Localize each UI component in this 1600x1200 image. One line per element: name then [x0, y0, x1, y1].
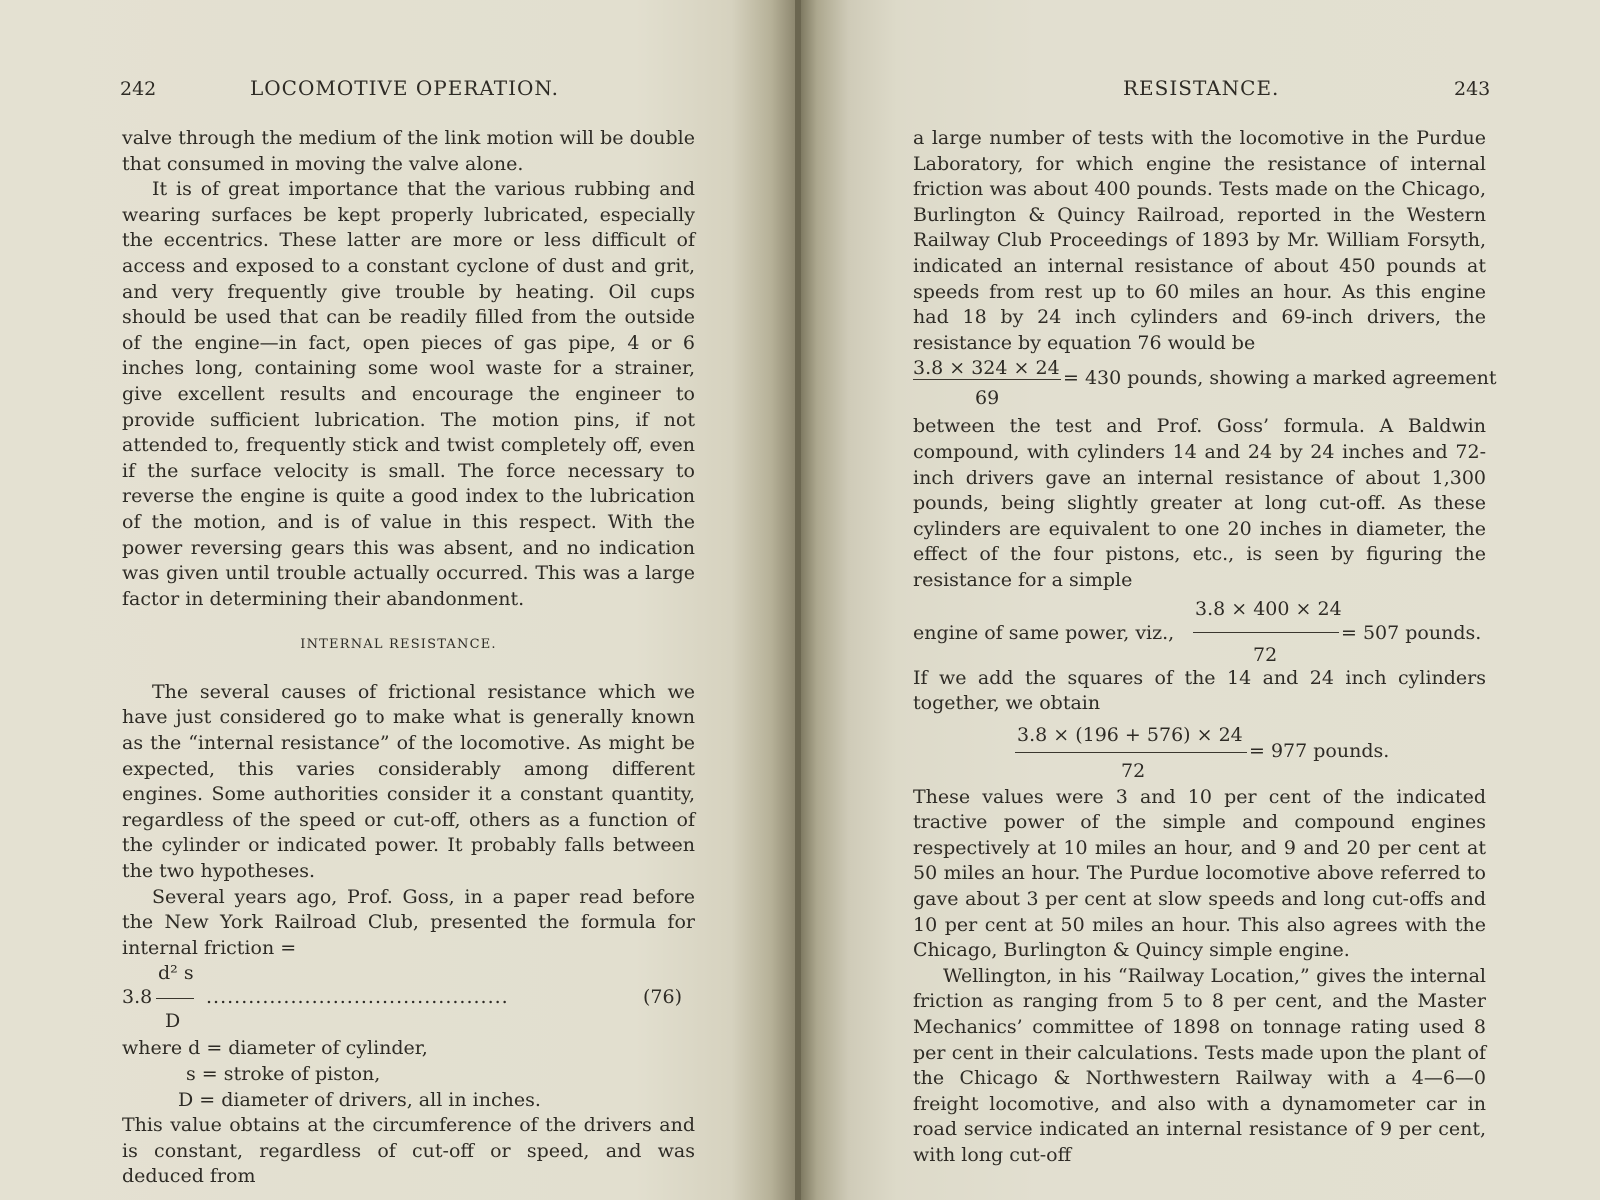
formula-coefficient: 3.8 [122, 986, 153, 1009]
section-heading: INTERNAL RESISTANCE. [300, 637, 497, 653]
running-head: RESISTANCE. [1123, 76, 1280, 100]
running-head: LOCOMOTIVE OPERATION. [250, 76, 559, 100]
formula-denominator: D [165, 1010, 181, 1033]
formula-76 [122, 961, 695, 1036]
equation-2 [913, 594, 1486, 666]
paragraph: It is of great importance that the various rubbing and wearing surfaces be kept properly lubricated, especially the eccentrics. These latter are more or less difficult of access and exposed to a constant cyclone of dust and grit, and very frequently give trouble by heating. Oil cups should be used that can be readily filled from the outside of the engine—in fact, open pieces of gas pipe, 4 or 6 inches long, containing some wool waste for a strainer, give excellent results and encourage the engineer to provide sufficient lubrication. The motion pins, if not attended to, frequently stick and twist completely off, even if the surface velocity is small. The force necessary to reverse the engine is quite a good index to the lubrication of the motion, and is of value in this respect. With the power reversing gears this was absent, and no indication was given until trouble actually occurred. This was a large factor in determining their abandonment. [122, 178, 695, 610]
eq-denominator: 72 [1253, 643, 1278, 666]
paragraph: This value obtains at the circumference of the drivers and is constant, regardless of cut-off or speed, and was deduced from [122, 1114, 695, 1188]
definition-line: D = diameter of drivers, all in inches. [178, 1088, 541, 1111]
equation-number: (76) [643, 986, 683, 1009]
eq-denominator: 69 [975, 387, 1000, 410]
equation-3 [913, 717, 1486, 785]
formula-numerator: d² s [158, 962, 194, 985]
fraction-bar [156, 998, 194, 999]
equation-1 [913, 356, 1497, 414]
paragraph: The several causes of frictional resistance which we have just considered go to make what is generally known as the “internal resistance” of the locomotive. As might be expected, this varies considerably among different engines. Some authorities consider it a constant quantity, regardless of the speed or cut-off, others as a function of the cylinder or indicated power. It probably falls between the two hypotheses. [122, 680, 695, 883]
page-number: 243 [1454, 78, 1491, 100]
fraction-bar [1015, 752, 1247, 753]
eq-denominator: 72 [1121, 759, 1146, 782]
definition-line: where d = diameter of cylinder, [122, 1037, 428, 1060]
paragraph: These values were 3 and 10 per cent of the indicated tractive power of the simple and compound engines respectively at 10 miles an hour, and 9 and 20 per cent at 50 miles an hour. The Purdue locomotive above referred to gave about 3 per cent at slow speeds and long cut-offs and 10 per cent at 50 miles an hour. This also agrees with the Chicago, Burlington & Quincy simple engine. [913, 785, 1486, 962]
paragraph: between the test and Prof. Goss’ formula. A Baldwin compound, with cylinders 14 and 24 by 24 inches and 72-inch drivers gave an internal resistance of about 1,300 pounds, being slightly greater at long cut-off. As these cylinders are equivalent to one 20 inches in diameter, the effect of the four pistons, etc., is seen by figuring the resistance for a simple [913, 415, 1486, 591]
text-column [913, 126, 1497, 1169]
paragraph: Several years ago, Prof. Goss, in a paper read before the New York Railroad Club, presented the formula for internal friction = [122, 885, 695, 959]
left-page [0, 0, 795, 1200]
eq-result: = 507 pounds. [1341, 621, 1482, 644]
eq-numerator: 3.8 × 324 × 24 [913, 357, 1060, 380]
eq-lead-text: engine of same power, viz., [913, 621, 1175, 644]
variable-definitions [122, 1036, 695, 1113]
fraction-bar [913, 379, 1061, 380]
dot-leader: ........................................... [206, 986, 509, 1009]
eq-result: = 430 pounds, showing a marked agreement [1063, 367, 1497, 390]
eq-numerator: 3.8 × (196 + 576) × 24 [1017, 723, 1243, 746]
right-page [801, 0, 1600, 1200]
paragraph: Wellington, in his “Railway Location,” gives the internal friction as ranging from 5 to 8 per cent, and the Master Mechanics’ committee of 1898 on tonnage rating used 8 per cent in their calculations. Tests made upon the plant of the Chicago & Northwestern Railway with a 4—6—0 freight locomotive, and also with a dynamometer car in road service indicated an internal resistance of 9 per cent, with long cut-off [913, 964, 1486, 1166]
eq-numerator: 3.8 × 400 × 24 [1195, 597, 1342, 620]
text-column [122, 126, 695, 1190]
fraction-bar [1193, 632, 1339, 633]
definition-line: s = stroke of piston, [186, 1063, 381, 1085]
paragraph: valve through the medium of the link motion will be double that consumed in moving the valve alone. [122, 127, 695, 175]
eq-result: = 977 pounds. [1249, 739, 1390, 762]
paragraph: If we add the squares of the 14 and 24 inch cylinders together, we obtain [913, 666, 1486, 715]
paragraph: a large number of tests with the locomotive in the Purdue Laboratory, for which engine the resistance of internal friction was about 400 pounds. Tests made on the Chicago, Burlington & Quincy Railroad, reported in the Western Railway Club Proceedings of 1893 by Mr. William Forsyth, indicated an internal resistance of about 450 pounds at speeds from rest up to 60 miles an hour. As this engine had 18 by 24 inch cylinders and 69-inch drivers, the resistance by equation 76 would be [913, 127, 1486, 354]
page-number: 242 [120, 78, 157, 100]
